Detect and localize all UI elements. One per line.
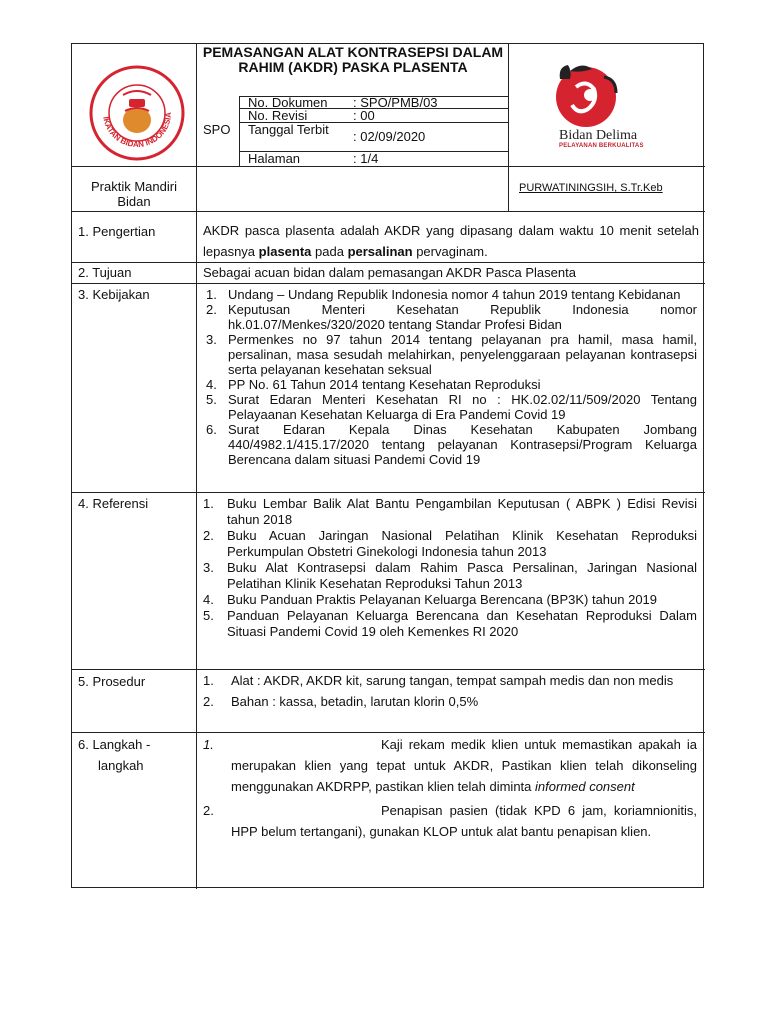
bidan-delima-tagline: PELAYANAN BERKUALITAS <box>559 143 644 149</box>
langkah-steps <box>203 734 697 842</box>
spo-document <box>71 43 704 888</box>
list-item: 5. Panduan Pelayanan Keluarga Berencana dan Kesehatan Reproduksi Dalam Situasi Pandemi Covid 19 oleh Kemenkes RI 2020 <box>203 608 697 639</box>
document-title: PEMASANGAN ALAT KONTRASEPSI DALAM RAHIM (AKDR) PASKA PLASENTA <box>202 44 504 75</box>
meta-value-revisi: : 00 <box>353 108 375 123</box>
pengertian-text: AKDR pasca plasenta adalah AKDR yang dipasang dalam waktu 10 menit setelah lepasnya plasenta pada persalinan pervaginam. <box>203 223 699 259</box>
list-item: 1. Buku Lembar Balik Alat Bantu Pengambilan Keputusan ( ABPK ) Edisi Revisi tahun 2018 <box>203 496 697 527</box>
step-1: 1. Kaji rekam medik klien untuk memastikan apakah ia merupakan klien yang tepat untuk AKDR, Pastikan klien telah dikonseling menggunakan AKDRPP, pastikan klien telah diminta informed consent <box>203 737 697 794</box>
spo-label: SPO <box>203 122 231 137</box>
meta-divider <box>239 96 240 166</box>
meta-label-revisi: No. Revisi <box>248 108 308 123</box>
row-line <box>72 492 705 493</box>
list-item: 2. Bahan : kassa, betadin, larutan klorin 0,5% <box>203 694 479 709</box>
list-item: 1. Undang – Undang Republik Indonesia nomor 4 tahun 2019 tentang Kebidanan <box>206 287 681 302</box>
meta-value-dokumen: : SPO/PMB/03 <box>353 95 438 110</box>
referensi-list <box>203 496 697 640</box>
prosedur-list <box>203 670 697 712</box>
row-line <box>72 211 705 212</box>
list-item: 6. Surat Edaran Kepala Dinas Kesehatan Kabupaten Jombang 440/4982.1/415.17/2020 tentang pelayanan Kontrasepsi/Program Keluarga Berencana dalam situasi Pandemi Covid 19 <box>206 422 697 467</box>
meta-label-tanggal: Tanggal Terbit <box>248 122 329 137</box>
label-pengertian: 1. Pengertian <box>78 224 156 239</box>
header-bottom-line <box>72 166 705 167</box>
meta-label-dokumen: No. Dokumen <box>248 95 328 110</box>
list-item: 2. Keputusan Menteri Kesehatan Republik Indonesia nomor hk.01.07/Menkes/320/2020 tentang Standar Profesi Bidan <box>206 302 697 332</box>
logo-arc-text: IKATAN BIDAN INDONESIA <box>101 111 174 150</box>
label-tujuan: 2. Tujuan <box>78 265 132 280</box>
label-kebijakan: 3. Kebijakan <box>78 287 150 302</box>
meta-value-tanggal: : 02/09/2020 <box>353 129 426 144</box>
facility-name: Praktik Mandiri Bidan <box>91 179 177 209</box>
label-langkah: 6. Langkah - langkah <box>78 737 151 773</box>
list-item: 4. PP No. 61 Tahun 2014 tentang Kesehatan Reproduksi <box>206 377 541 392</box>
list-item: 1. Alat : AKDR, AKDR kit, sarung tangan, tempat sampah medis dan non medis <box>203 673 674 688</box>
meta-value-halaman: : 1/4 <box>353 151 379 166</box>
list-item: 3. Buku Alat Kontrasepsi dalam Rahim Pasca Persalinan, Jaringan Nasional Pelatihan Klinik Kesehatan Reproduksi Tahun 2013 <box>203 560 697 591</box>
list-item: 3. Permenkes no 97 tahun 2014 tentang pelayanan pra hamil, masa hamil, persalinan, masa sesudah melahirkan, penyelenggaraan pelayanan kontrasepsi serta pelayanan kesehatan seksual <box>206 332 697 377</box>
tujuan-text: Sebagai acuan bidan dalam pemasangan AKDR Pasca Plasenta <box>203 265 576 280</box>
label-referensi: 4. Referensi <box>78 496 149 511</box>
signatory-name: PURWATININGSIH, S.Tr.Keb <box>519 182 663 194</box>
ikatan-bidan-indonesia-logo <box>89 65 185 161</box>
row-line <box>72 262 705 263</box>
bidan-delima-name: Bidan Delima <box>559 128 638 143</box>
list-item: 2. Buku Acuan Jaringan Nasional Pelatihan Klinik Kesehatan Reproduksi Perkumpulan Obstetri Ginekologi Indonesia tahun 2013 <box>203 528 697 559</box>
meta-label-halaman: Halaman <box>248 151 301 166</box>
list-item: 5. Surat Edaran Menteri Kesehatan RI no : HK.02.02/11/509/2020 Tentang Pelayaanan Kesehatan Keluarga di Era Pandemi Covid 19 <box>206 392 697 422</box>
column-divider <box>196 44 197 889</box>
row-line <box>72 732 705 733</box>
row-line <box>72 283 705 284</box>
header-right-divider <box>508 44 509 211</box>
list-item: 4. Buku Panduan Praktis Pelayanan Keluarga Berencana (BP3K) tahun 2019 <box>203 592 658 607</box>
label-prosedur: 5. Prosedur <box>78 674 146 689</box>
kebijakan-list <box>206 287 697 467</box>
step-2: 2. Penapisan pasien (tidak KPD 6 jam, koriamnionitis, HPP belum tertangani), gunakan KLOP untuk alat bantu penapisan klien. <box>203 803 697 839</box>
